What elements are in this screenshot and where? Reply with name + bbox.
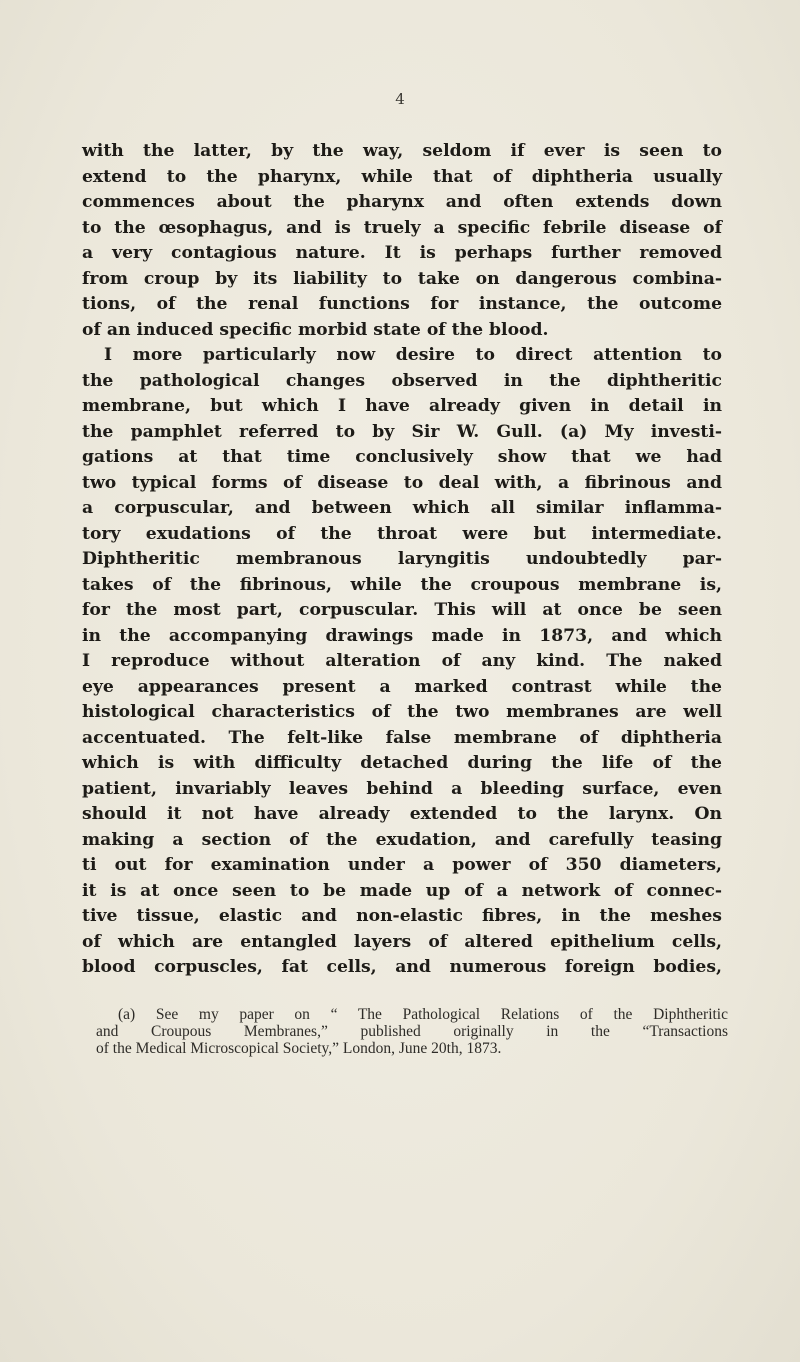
body-line: tions, of the renal functions for instance, the outcome: [82, 294, 722, 314]
body-line: a corpuscular, and between which all similar inflamma-: [82, 498, 722, 518]
body-line: in the accompanying drawings made in 1873, and which: [82, 625, 722, 646]
footnote-line: (a) See my paper on “ The Pathological Relations of the Diphtheritic: [118, 1006, 728, 1023]
body-line: tory exudations of the throat were but intermediate.: [82, 523, 722, 544]
body-line: of which are entangled layers of altered epithelium cells,: [82, 931, 722, 952]
body-line: Diphtheritic membranous laryngitis undoubtedly par-: [82, 549, 722, 569]
body-line: from croup by its liability to take on dangerous combina-: [82, 268, 722, 289]
page-number: 4: [395, 90, 405, 108]
body-line: which is with difficulty detached during the life of the: [82, 753, 722, 773]
footnote: [96, 1006, 728, 1057]
body-line: commences about the pharynx and often extends down: [82, 192, 722, 212]
body-line: should it not have already extended to the larynx. On: [82, 804, 722, 824]
body-line: the pamphlet referred to by Sir W. Gull. (a) My investi-: [82, 421, 722, 442]
body-line: of an induced specific morbid state of the blood.: [82, 319, 549, 340]
body-line: it is at once seen to be made up of a network of connec-: [82, 880, 722, 901]
body-line: making a section of the exudation, and carefully teasing: [82, 829, 722, 850]
body-line: the pathological changes observed in the diphtheritic: [82, 370, 722, 391]
body-line: takes of the fibrinous, while the croupous membrane is,: [82, 574, 722, 595]
body-line: tive tissue, elastic and non-elastic fibres, in the meshes: [82, 906, 722, 926]
footnote-line: and Croupous Membranes,” published originally in the “Transactions: [96, 1023, 728, 1040]
body-line: accentuated. The felt-like false membrane of diphtheria: [82, 727, 722, 748]
body-line: eye appearances present a marked contrast while the: [82, 676, 722, 697]
body-line: to the œsophagus, and is truely a specific febrile disease of: [82, 217, 722, 238]
footnote-line: of the Medical Microscopical Society,” London, June 20th, 1873.: [96, 1040, 502, 1057]
body-line: gations at that time conclusively show that we had: [82, 447, 722, 467]
body-line: extend to the pharynx, while that of diphtheria usually: [82, 166, 722, 187]
body-line: histological characteristics of the two membranes are well: [82, 702, 722, 722]
body-line: for the most part, corpuscular. This will at once be seen: [82, 600, 722, 620]
body-text: [82, 139, 722, 981]
body-line: membrane, but which I have already given in detail in: [82, 396, 722, 416]
body-line: two typical forms of disease to deal with, a fibrinous and: [82, 472, 722, 493]
body-line: blood corpuscles, fat cells, and numerous foreign bodies,: [82, 957, 722, 977]
body-line: I reproduce without alteration of any kind. The naked: [82, 651, 722, 671]
body-line: patient, invariably leaves behind a bleeding surface, even: [82, 778, 722, 799]
body-line: ti out for examination under a power of 350 diameters,: [82, 855, 722, 875]
body-line: a very contagious nature. It is perhaps further removed: [82, 243, 722, 263]
body-line: I more particularly now desire to direct attention to: [104, 345, 722, 365]
body-line: with the latter, by the way, seldom if ever is seen to: [82, 141, 722, 161]
